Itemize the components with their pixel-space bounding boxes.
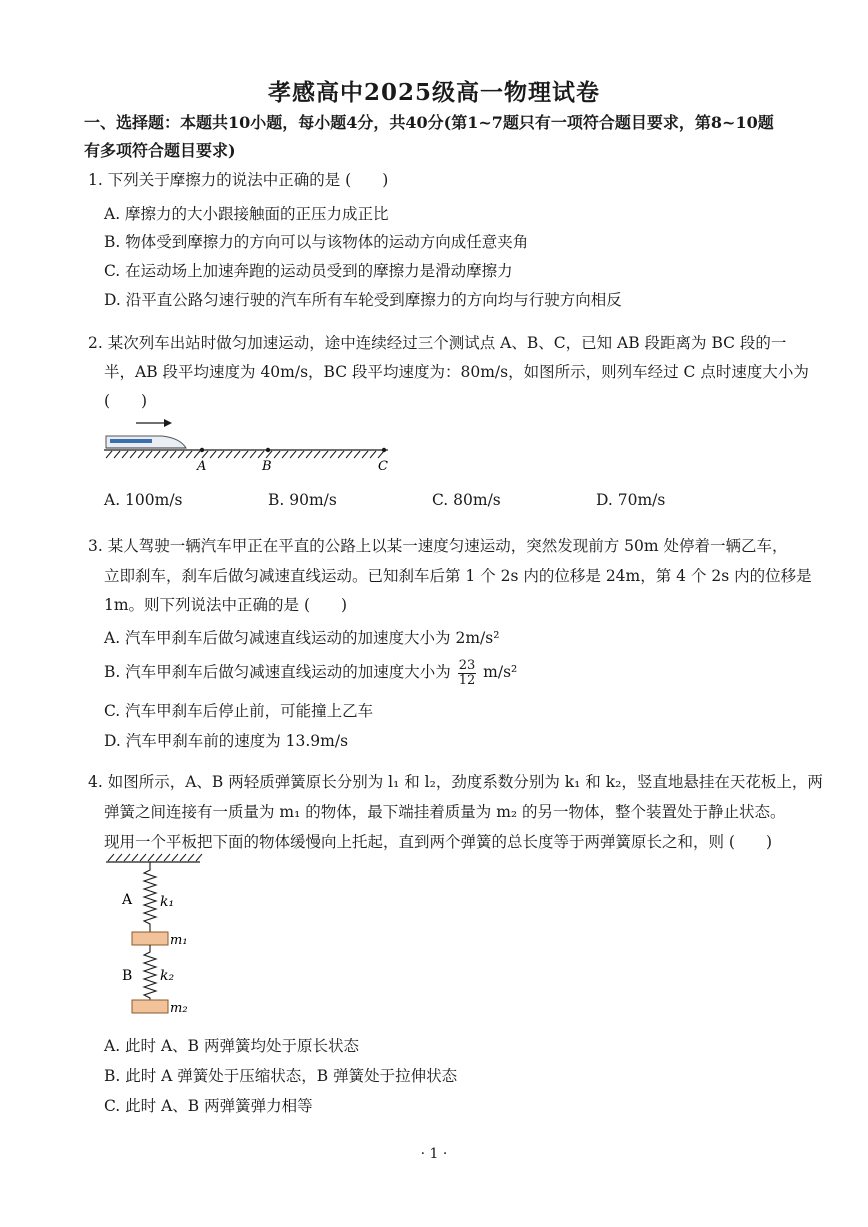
- point-b: [266, 448, 270, 452]
- q3-option-d: D. 汽车甲刹车前的速度为 13.9m/s: [104, 732, 349, 750]
- train-icon: [106, 436, 186, 448]
- label-c: C: [378, 459, 388, 474]
- q2-stem-line1: 2. 某次列车出站时做匀加速运动，途中连续经过三个测试点 A、B、C，已知 AB 段距离为 BC 段的一: [88, 334, 787, 352]
- q3-option-b-text: B. 汽车甲刹车后做匀减速直线运动的加速度大小为: [104, 663, 451, 681]
- q3-option-c: C. 汽车甲刹车后停止前，可能撞上乙车: [104, 702, 374, 720]
- q4-spring-figure: [100, 852, 210, 1022]
- q1-option-a: A. 摩擦力的大小跟接触面的正压力成正比: [104, 205, 389, 223]
- q3-option-b-fraction: [458, 659, 477, 688]
- m2-label: m₂: [170, 1001, 188, 1016]
- q1-option-d: D. 沿平直公路匀速行驶的汽车所有车轮受到摩擦力的方向均与行驶方向相反: [104, 291, 622, 309]
- q2-option-d: D. 70m/s: [596, 491, 666, 509]
- q2-stem-line3: ( ): [104, 392, 148, 410]
- q3-stem-line1: 3. 某人驾驶一辆汽车甲正在平直的公路上以某一速度匀速运动，突然发现前方 50m 处停着一辆乙车，: [88, 537, 788, 555]
- k2-label: k₂: [160, 968, 175, 984]
- point-a: [200, 448, 204, 452]
- block-m2: [132, 1000, 168, 1013]
- spring-b-label: B: [122, 968, 133, 984]
- q3-option-a: A. 汽车甲刹车后做匀减速直线运动的加速度大小为 2m/s²: [104, 629, 500, 647]
- q1-option-b: B. 物体受到摩擦力的方向可以与该物体的运动方向成任意夹角: [104, 233, 529, 251]
- q2-option-c: C. 80m/s: [432, 491, 501, 509]
- block-m1: [132, 932, 168, 945]
- q4-option-a: A. 此时 A、B 两弹簧均处于原长状态: [104, 1037, 359, 1055]
- q3-stem-line3: 1m。则下列说法中正确的是 ( ): [104, 596, 348, 614]
- q4-stem-line1: 4. 如图所示，A、B 两轻质弹簧原长分别为 l₁ 和 l₂，劲度系数分别为 k₁ 和 k₂，竖直地悬挂在天花板上，两: [88, 773, 823, 791]
- k1-label: k₁: [160, 894, 175, 910]
- q2-option-a: A. 100m/s: [104, 491, 183, 509]
- q4-option-b: B. 此时 A 弹簧处于压缩状态，B 弹簧处于拉伸状态: [104, 1067, 458, 1085]
- q3-option-b: [104, 654, 517, 690]
- right-arrow-icon: [136, 419, 172, 427]
- q1-option-c: C. 在运动场上加速奔跑的运动员受到的摩擦力是滑动摩擦力: [104, 262, 513, 280]
- q1-stem: 1. 下列关于摩擦力的说法中正确的是 ( ): [88, 171, 389, 189]
- ground-hatching: [106, 451, 384, 458]
- spring-a-label: A: [122, 892, 133, 908]
- spring-a: [144, 862, 156, 932]
- point-c: [382, 448, 386, 452]
- label-a: A: [197, 459, 207, 474]
- fraction-numerator: 23: [458, 657, 476, 673]
- spring-b: [144, 945, 156, 1000]
- page-title: 孝感高中2025级高一物理试卷: [267, 79, 600, 106]
- q2-track-figure: [100, 414, 400, 474]
- q4-stem-line2: 弹簧之间连接有一质量为 m₁ 的物体，最下端挂着质量为 m₂ 的另一物体，整个装置处于静止状态。: [104, 803, 786, 821]
- page-number: · 1 ·: [420, 1146, 448, 1162]
- section-heading-line2: 有多项符合题目要求): [84, 141, 236, 160]
- ceiling-hatching: [108, 854, 202, 861]
- q4-stem-line3: 现用一个平板把下面的物体缓慢向上托起，直到两个弹簧的总长度等于两弹簧原长之和，则 ( ): [104, 833, 773, 851]
- q3-option-b-unit: m/s²: [483, 663, 518, 681]
- q4-option-c: C. 此时 A、B 两弹簧弹力相等: [104, 1097, 313, 1115]
- section-heading-line1: 一、选择题：本题共10小题，每小题4分，共40分(第1~7题只有一项符合题目要求，第8~10题: [84, 113, 774, 132]
- q2-option-b: B. 90m/s: [268, 491, 337, 509]
- label-b: B: [262, 459, 272, 474]
- q2-stem-line2: 半，AB 段平均速度为 40m/s，BC 段平均速度为：80m/s，如图所示，则列车经过 C 点时速度大小为: [104, 363, 809, 381]
- q3-stem-line2: 立即刹车，刹车后做匀减速直线运动。已知刹车后第 1 个 2s 内的位移是 24m，第 4 个 2s 内的位移是: [104, 567, 812, 585]
- m1-label: m₁: [170, 933, 188, 948]
- fraction-denominator: 12: [458, 672, 476, 688]
